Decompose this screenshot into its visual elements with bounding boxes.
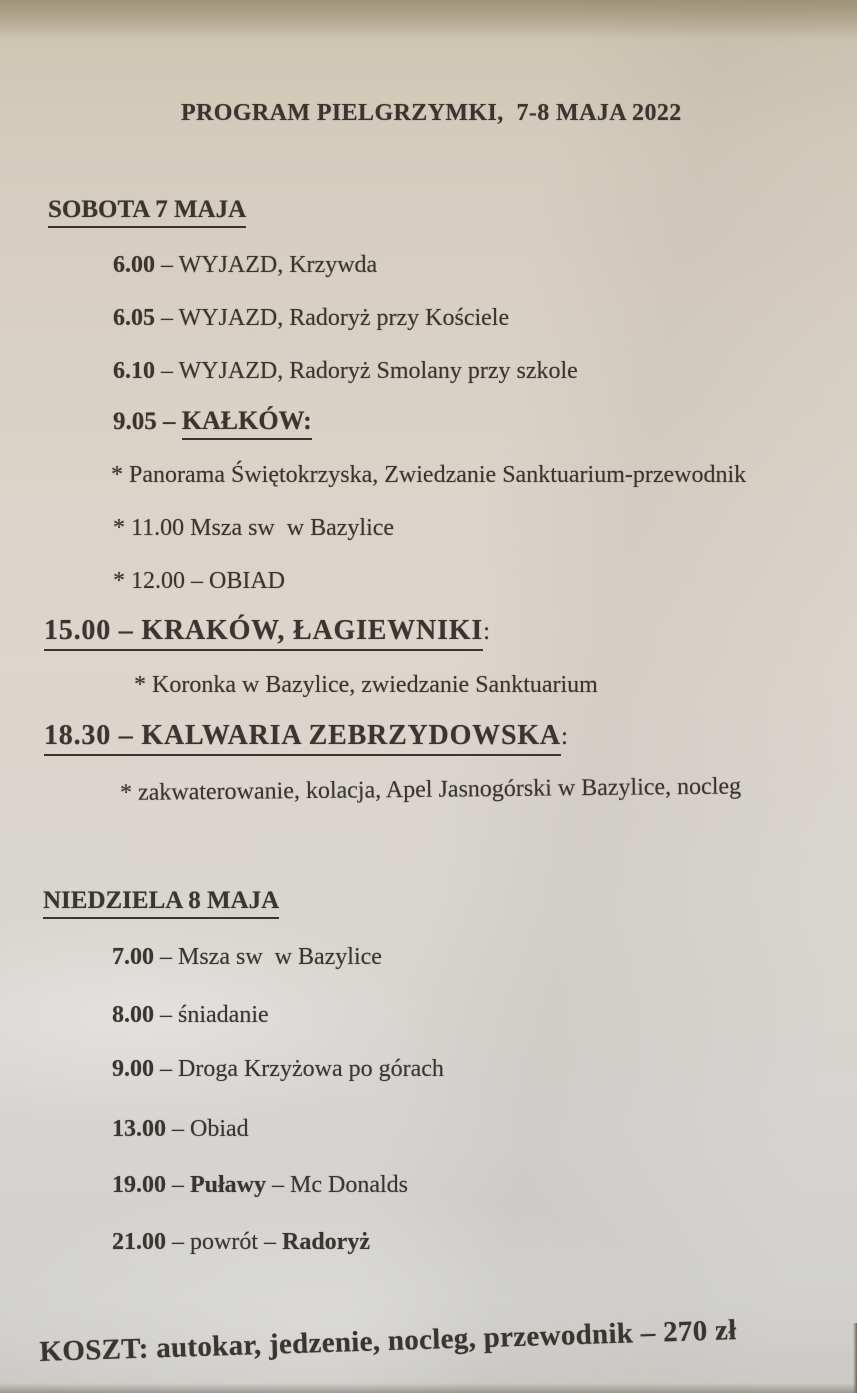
entry-place: Puławy (190, 1172, 267, 1198)
entry-time: 21.00 (112, 1229, 166, 1255)
entry-text: powrót (190, 1229, 258, 1255)
entry-separator: – (166, 1172, 190, 1198)
schedule-entry-kalkow (113, 406, 312, 440)
saturday-heading (48, 196, 246, 228)
detail-item: * zakwaterowanie, kolacja, Apel Jasnogórski w Bazylice, nocleg (119, 773, 742, 806)
entry-text: – WYJAZD, Radoryż Smolany przy szkole (155, 358, 578, 384)
detail-item: * 12.00 – OBIAD (113, 568, 285, 594)
schedule-entry-return (112, 1229, 370, 1256)
entry-time: 6.05 (113, 305, 155, 331)
schedule-entry-krakow (44, 615, 491, 651)
sunday-heading-text: NIEDZIELA 8 MAJA (43, 887, 279, 919)
detail-item: * 11.00 Msza sw w Bazylice (113, 515, 395, 541)
schedule-entry (113, 252, 377, 279)
entry-text: – WYJAZD, Radoryż przy Kościele (155, 305, 510, 331)
sunday-heading (43, 887, 279, 919)
detail-item: * Koronka w Bazylice, zwiedzanie Sanktuarium (134, 672, 598, 698)
entry-time: 7.00 (112, 944, 154, 970)
entry-time: 9.05 (113, 408, 157, 435)
saturday-heading-text: SOBOTA 7 MAJA (48, 196, 246, 228)
entry-label: 15.00 – KRAKÓW, ŁAGIEWNIKI (44, 615, 483, 651)
entry-separator: – (156, 408, 182, 435)
entry-time: 19.00 (112, 1172, 166, 1198)
entry-colon: : (560, 723, 569, 750)
schedule-entry (113, 358, 578, 385)
cost-line: KOSZT: autokar, jedzenie, nocleg, przewodnik – 270 zł (38, 1314, 738, 1369)
entry-text: – Mc Donalds (266, 1172, 408, 1198)
entry-place: Radoryż (282, 1229, 370, 1255)
entry-label: 18.30 – KALWARIA ZEBRZYDOWSKA (44, 720, 561, 756)
entry-separator: – (258, 1229, 282, 1255)
photo-right-edge (853, 1323, 857, 1393)
entry-place: KAŁKÓW: (182, 406, 312, 440)
entry-colon: : (483, 618, 491, 645)
schedule-entry-pulawy (112, 1172, 408, 1199)
entry-text: – Msza sw w Bazylice (154, 944, 382, 970)
entry-text: – WYJAZD, Krzywda (155, 252, 378, 278)
schedule-entry (112, 1002, 269, 1029)
entry-time: 6.10 (113, 358, 155, 384)
entry-time: 9.00 (112, 1056, 154, 1082)
schedule-entry (113, 305, 509, 332)
entry-time: 6.00 (113, 252, 155, 278)
entry-text: – śniadanie (154, 1002, 269, 1028)
entry-text: – Droga Krzyżowa po górach (154, 1056, 444, 1082)
schedule-entry (112, 1116, 249, 1143)
entry-time: 13.00 (112, 1116, 166, 1142)
entry-separator: – (166, 1229, 190, 1255)
schedule-entry-kalwaria (44, 720, 569, 756)
schedule-entry (112, 1056, 444, 1083)
schedule-entry (112, 944, 382, 971)
detail-item: * Panorama Świętokrzyska, Zwiedzanie Sanktuarium-przewodnik (111, 462, 747, 488)
entry-time: 8.00 (112, 1002, 154, 1028)
document-title: PROGRAM PIELGRZYMKI, 7-8 MAJA 2022 (181, 100, 682, 126)
entry-text: – Obiad (166, 1116, 249, 1142)
